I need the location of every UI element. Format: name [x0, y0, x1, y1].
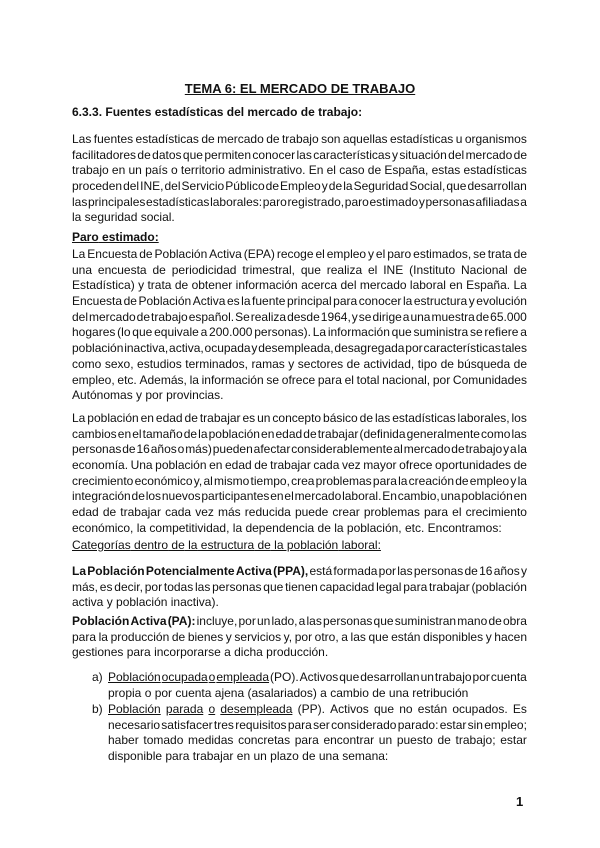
- text-line: empleo, etc. Además, la información se ofrece para el total nacional, por Comunidades: [72, 372, 527, 387]
- text-line: cambios en el tamaño de la población en edad de trabajar (definida generalmente como las: [72, 426, 527, 441]
- text-line: La Encuesta de Población Activa (EPA) recoge el empleo y el paro estimados, se trata de: [72, 247, 527, 261]
- text-line: personas de 16 años o más) pueden afectar considerablemente al mercado de trabajo y a la: [72, 442, 527, 457]
- text-line: Encuesta de Población Activa es la fuente principal para conocer la estructura y evolución: [72, 294, 527, 309]
- text-line: Autónomas y por provincias.: [72, 388, 224, 403]
- categories-heading: [72, 538, 527, 554]
- text-line: hogares (lo que equivale a 200.000 personas). La información que suministra se refiere a: [72, 325, 527, 340]
- text-line: 6.3.3. Fuentes estadísticas del mercado de trabajo:: [72, 105, 363, 119]
- text-line: económico, la competitividad, la dependencia de la población, etc. Encontramos:: [72, 520, 502, 535]
- text-line: proceden del INE, del Servicio Público de Empleo y de la Seguridad Social, que desarrollan: [72, 179, 527, 194]
- text-line: como sexo, estudios terminados, ramas y sectores de actividad, tipo de búsqueda de: [72, 356, 527, 371]
- text-line: Paro estimado:: [72, 230, 159, 244]
- text-line: propia o por cuenta ajena (asalariados) a cambio de una retribución: [108, 685, 469, 700]
- text-line: Categorías dentro de la estructura de la población laboral:: [72, 538, 381, 552]
- text-line: La población en edad de trabajar es un concepto básico de las estadísticas laborales, los: [72, 411, 527, 425]
- intro-paragraph: [72, 132, 527, 226]
- paro-estimado-heading: [72, 230, 527, 246]
- ppa-paragraph: [72, 564, 527, 611]
- text-line: haber tomado medidas concretas para encontrar un puesto de trabajo; estar: [108, 733, 527, 748]
- text-line: facilitadores de datos que permiten conocer las características y situación del mercado de: [72, 147, 527, 162]
- text-line: disponible para trabajar en un plazo de una semana:: [108, 749, 389, 764]
- page-number: 1: [516, 794, 524, 809]
- text-line: Las fuentes estadísticas de mercado de trabajo son aquellas estadísticas u organismos: [72, 132, 527, 146]
- text-line: las principales estadísticas laborales: paro registrado, paro estimado y personas afiliadas a: [72, 194, 527, 209]
- text-line: más, es decir, por todas las personas que tienen capacidad legal para trabajar (población: [72, 579, 527, 594]
- list-item-b: [92, 702, 527, 765]
- text-line: para la producción de bienes y servicios y, por otro, a las que están disponibles y hacen: [72, 629, 527, 644]
- text-line: trabajo en un país o territorio administrativo. En el caso de España, estas estadísticas: [72, 163, 527, 178]
- text-line: La Población Potencialmente Activa (PPA), está formada por las personas de 16 años y: [72, 564, 527, 578]
- text-line: Población ocupada o empleada (PO). Activos que desarrollan un trabajo por cuenta: [108, 670, 527, 684]
- text-line: Estadística) y trata de obtener información acerca del mercado laboral en España. La: [72, 278, 527, 293]
- working-age-paragraph: [72, 411, 527, 537]
- text-line: gestiones para incorporarse a dicha producción.: [72, 645, 329, 660]
- text-line: economía. Una población en edad de trabajar cada vez mayor ofrece oportunidades de: [72, 458, 527, 473]
- text-line: una encuesta de periodicidad trimestral, que realiza el INE (Instituto Nacional de: [72, 262, 527, 277]
- text-line: edad de trabajar cada vez más reducida puede crear problemas para el crecimiento: [72, 505, 527, 520]
- text-line: Población Activa (PA): incluye, por un lado, a las personas que suministran mano de obra: [72, 614, 527, 628]
- page-title: TEMA 6: EL MERCADO DE TRABAJO: [184, 81, 416, 96]
- text-line: población inactiva, activa, ocupada y desempleada, desagregada por características tales: [72, 341, 527, 356]
- text-line: necesario satisfacer tres requisitos para ser considerado parado: estar sin empleo;: [108, 717, 527, 732]
- text-line: activa y población inactiva).: [72, 595, 219, 610]
- epa-paragraph: [72, 247, 527, 404]
- list-marker: a): [92, 670, 103, 684]
- text-line: la seguridad social.: [72, 210, 175, 225]
- list-item-a: [92, 670, 527, 701]
- pa-paragraph: [72, 614, 527, 661]
- text-line: del mercado de trabajo español. Se realiza desde 1964, y se dirige a una muestra de 65.000: [72, 309, 527, 324]
- text-line: integración de los nuevos participantes en el mercado laboral. En cambio, una población en: [72, 489, 527, 504]
- section-heading: [72, 105, 527, 121]
- text-line: crecimiento económico y, al mismo tiempo, crea problemas para la creación de empleo y la: [72, 473, 527, 488]
- text-line: Población parada o desempleada (PP). Activos que no están ocupados. Es: [108, 702, 527, 716]
- list-marker: b): [92, 702, 103, 716]
